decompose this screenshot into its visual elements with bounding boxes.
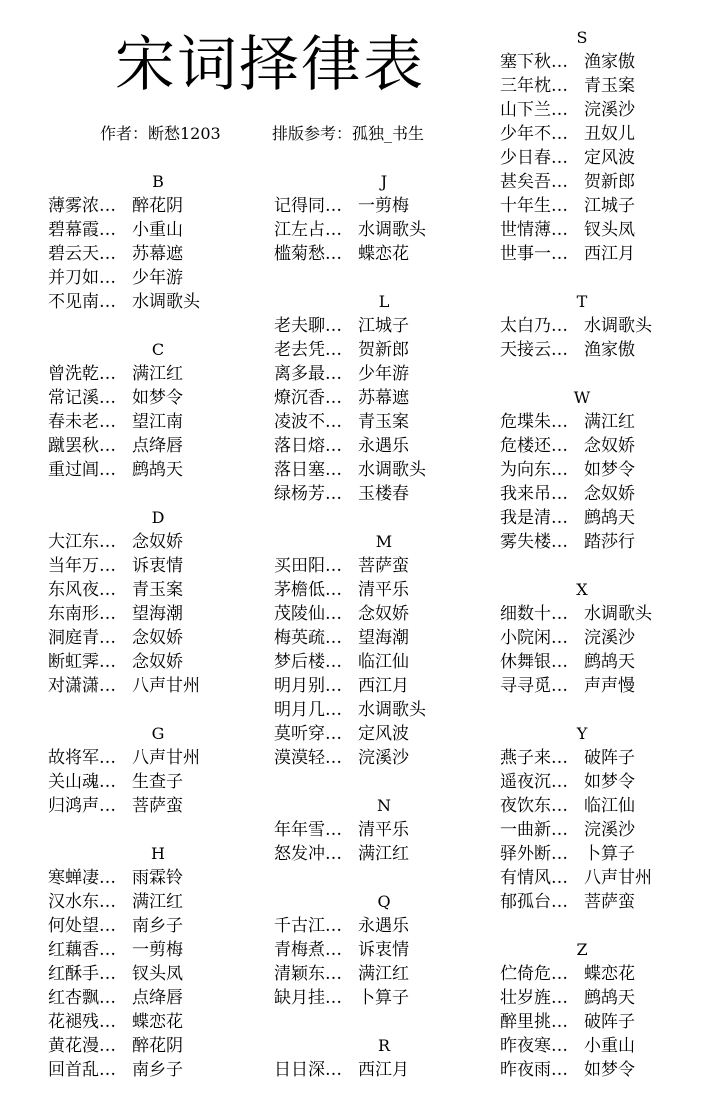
tune-name-text: 满江红 [132, 892, 183, 912]
tune-name-text: 望海潮 [132, 604, 183, 624]
tune-name-text: 水调歌头 [358, 460, 426, 480]
tune-name-text: 生查子 [132, 772, 183, 792]
tune-name-text: 卜算子 [584, 844, 635, 864]
tune-name-text: 水调歌头 [584, 316, 652, 336]
letter-header-w: W [573, 388, 591, 407]
letter-header-b: B [152, 172, 164, 191]
first-line-text: 茂陵仙… [274, 604, 342, 624]
first-line-text: 重过阊… [48, 460, 116, 480]
first-line-text: 一曲新… [500, 820, 568, 840]
tune-name-text: 满江红 [584, 412, 635, 432]
tune-name-text: 踏莎行 [584, 532, 635, 552]
tune-name-text: 菩萨蛮 [358, 556, 409, 576]
first-line-text: 有情风… [500, 868, 568, 888]
tune-name-text: 望海潮 [358, 628, 409, 648]
first-line-text: 十年生… [500, 196, 568, 216]
tune-name-text: 永遇乐 [358, 916, 409, 936]
first-line-text: 驿外断… [500, 844, 568, 864]
first-line-text: 年年雪… [274, 820, 342, 840]
tune-name-text: 少年游 [358, 364, 409, 384]
letter-header-c: C [151, 340, 165, 359]
first-line-text: 凌波不… [274, 412, 342, 432]
tune-name-text: 清平乐 [358, 820, 409, 840]
first-line-text: 缺月挂… [274, 988, 342, 1008]
tune-name-text: 小重山 [584, 1036, 635, 1056]
tune-name-text: 满江红 [132, 364, 183, 384]
first-line-text: 常记溪… [48, 388, 116, 408]
tune-name-text: 钗头凤 [132, 964, 183, 984]
tune-name-text: 一剪梅 [132, 940, 183, 960]
first-line-text: 日日深… [274, 1060, 342, 1080]
layout-reference-credit: 排版参考：孤独_书生 [272, 124, 425, 143]
first-line-text: 断虹霁… [48, 652, 116, 672]
first-line-text: 落日熔… [274, 436, 342, 456]
tune-name-text: 小重山 [132, 220, 183, 240]
first-line-text: 醉里挑… [500, 1012, 568, 1032]
tune-name-text: 念奴娇 [132, 628, 183, 648]
tune-name-text: 西江月 [358, 676, 409, 696]
first-line-text: 休舞银… [500, 652, 568, 672]
first-line-text: 塞下秋… [500, 52, 568, 72]
letter-header-n: N [377, 796, 391, 815]
first-line-text: 回首乱… [48, 1060, 116, 1080]
letter-header-q: Q [377, 892, 391, 911]
tune-name-text: 念奴娇 [358, 604, 409, 624]
first-line-text: 漠漠轻… [274, 748, 342, 768]
letter-header-h: H [151, 844, 165, 863]
first-line-text: 三年枕… [500, 76, 568, 96]
first-line-text: 为向东… [500, 460, 568, 480]
tune-name-text: 临江仙 [584, 796, 635, 816]
letter-header-g: G [151, 724, 165, 743]
first-line-text: 东南形… [48, 604, 116, 624]
first-line-text: 何处望… [48, 916, 116, 936]
tune-name-text: 苏幕遮 [358, 388, 409, 408]
first-line-text: 故将军… [48, 748, 116, 768]
first-line-text: 茅檐低… [274, 580, 342, 600]
first-line-text: 不见南… [48, 292, 116, 312]
first-line-text: 老去凭… [274, 340, 342, 360]
first-line-text: 千古江… [274, 916, 342, 936]
tune-name-text: 玉楼春 [358, 484, 409, 504]
first-line-text: 梦后楼… [274, 652, 342, 672]
tune-name-text: 蝶恋花 [584, 964, 635, 984]
tune-name-text: 南乡子 [132, 916, 183, 936]
letter-header-y: Y [576, 724, 588, 743]
tune-name-text: 鹧鸪天 [132, 460, 183, 480]
first-line-text: 山下兰… [500, 100, 568, 120]
tune-name-text: 诉衷情 [132, 556, 183, 576]
first-line-text: 买田阳… [274, 556, 342, 576]
first-line-text: 春未老… [48, 412, 116, 432]
tune-name-text: 青玉案 [584, 76, 635, 96]
tune-name-text: 破阵子 [584, 748, 635, 768]
first-line-text: 槛菊愁… [274, 244, 342, 264]
tune-name-text: 钗头凤 [584, 220, 635, 240]
tune-name-text: 江城子 [584, 196, 635, 216]
tune-name-text: 水调歌头 [132, 292, 200, 312]
tune-name-text: 清平乐 [358, 580, 409, 600]
first-line-text: 危堞朱… [500, 412, 568, 432]
tune-name-text: 蝶恋花 [132, 1012, 183, 1032]
tune-name-text: 菩萨蛮 [584, 892, 635, 912]
first-line-text: 甚矣吾… [500, 172, 568, 192]
first-line-text: 大江东… [48, 532, 116, 552]
first-line-text: 并刀如… [48, 268, 116, 288]
tune-name-text: 渔家傲 [584, 52, 635, 72]
tune-name-text: 念奴娇 [584, 436, 635, 456]
first-line-text: 天接云… [500, 340, 568, 360]
tune-name-text: 苏幕遮 [132, 244, 183, 264]
letter-header-x: X [576, 580, 588, 599]
letter-header-z: Z [576, 940, 588, 959]
tune-name-text: 贺新郎 [584, 172, 635, 192]
author-credit: 作者：断愁1203 [100, 124, 221, 143]
first-line-text: 寻寻觅… [500, 676, 568, 696]
tune-name-text: 定风波 [358, 724, 409, 744]
first-line-text: 壮岁旌… [500, 988, 568, 1008]
tune-name-text: 定风波 [584, 148, 635, 168]
first-line-text: 我是清… [500, 508, 568, 528]
tune-name-text: 浣溪沙 [584, 628, 635, 648]
first-line-text: 记得同… [274, 196, 342, 216]
tune-name-text: 南乡子 [132, 1060, 183, 1080]
first-line-text: 梅英疏… [274, 628, 342, 648]
first-line-text: 世情薄… [500, 220, 568, 240]
first-line-text: 燕子来… [500, 748, 568, 768]
first-line-text: 碧云天… [48, 244, 116, 264]
tune-name-text: 八声甘州 [584, 868, 652, 888]
tune-name-text: 醉花阴 [132, 1036, 183, 1056]
tune-name-text: 满江红 [358, 844, 409, 864]
first-line-text: 危楼还… [500, 436, 568, 456]
letter-header-r: R [377, 1036, 391, 1055]
first-line-text: 蹴罢秋… [48, 436, 116, 456]
tune-name-text: 念奴娇 [584, 484, 635, 504]
first-line-text: 夜饮东… [500, 796, 568, 816]
first-line-text: 燎沉香… [274, 388, 342, 408]
tune-name-text: 念奴娇 [132, 532, 183, 552]
tune-name-text: 如梦令 [584, 772, 635, 792]
first-line-text: 关山魂… [48, 772, 116, 792]
tune-name-text: 鹧鸪天 [584, 652, 635, 672]
first-line-text: 对潇潇… [48, 676, 116, 696]
first-line-text: 红杏飘… [48, 988, 116, 1008]
tune-name-text: 渔家傲 [584, 340, 635, 360]
tune-name-text: 满江红 [358, 964, 409, 984]
first-line-text: 江左占… [274, 220, 342, 240]
first-line-text: 离多最… [274, 364, 342, 384]
first-line-text: 清颖东… [274, 964, 342, 984]
tune-name-text: 菩萨蛮 [132, 796, 183, 816]
first-line-text: 遥夜沉… [500, 772, 568, 792]
first-line-text: 世事一… [500, 244, 568, 264]
tune-name-text: 临江仙 [358, 652, 409, 672]
first-line-text: 郁孤台… [500, 892, 568, 912]
first-line-text: 少年不… [500, 124, 568, 144]
first-line-text: 汉水东… [48, 892, 116, 912]
tune-name-text: 贺新郎 [358, 340, 409, 360]
tune-name-text: 点绛唇 [132, 436, 183, 456]
tune-name-text: 八声甘州 [132, 676, 200, 696]
first-line-text: 明月别… [274, 676, 342, 696]
first-line-text: 太白乃… [500, 316, 568, 336]
first-line-text: 绿杨芳… [274, 484, 342, 504]
tune-name-text: 蝶恋花 [358, 244, 409, 264]
first-line-text: 雾失楼… [500, 532, 568, 552]
letter-header-s: S [576, 28, 588, 47]
first-line-text: 昨夜雨… [500, 1060, 568, 1080]
letter-header-j: J [380, 172, 388, 191]
tune-name-text: 西江月 [584, 244, 635, 264]
tune-name-text: 浣溪沙 [358, 748, 409, 768]
tune-name-text: 青玉案 [358, 412, 409, 432]
first-line-text: 东风夜… [48, 580, 116, 600]
tune-name-text: 如梦令 [584, 1060, 635, 1080]
tune-name-text: 点绛唇 [132, 988, 183, 1008]
tune-name-text: 如梦令 [132, 388, 183, 408]
first-line-text: 寒蝉凄… [48, 868, 116, 888]
tune-name-text: 少年游 [132, 268, 183, 288]
first-line-text: 归鸿声… [48, 796, 116, 816]
first-line-text: 薄雾浓… [48, 196, 116, 216]
first-line-text: 洞庭青… [48, 628, 116, 648]
tune-name-text: 永遇乐 [358, 436, 409, 456]
letter-header-m: M [375, 532, 393, 551]
letter-header-l: L [378, 292, 390, 311]
tune-name-text: 鹧鸪天 [584, 988, 635, 1008]
page-title: 宋词择律表 [115, 30, 425, 100]
first-line-text: 昨夜寒… [500, 1036, 568, 1056]
tune-name-text: 卜算子 [358, 988, 409, 1008]
first-line-text: 我来吊… [500, 484, 568, 504]
first-line-text: 当年万… [48, 556, 116, 576]
first-line-text: 伫倚危… [500, 964, 568, 984]
first-line-text: 碧幕霞… [48, 220, 116, 240]
first-line-text: 曾洗乾… [48, 364, 116, 384]
tune-name-text: 一剪梅 [358, 196, 409, 216]
tune-name-text: 江城子 [358, 316, 409, 336]
tune-name-text: 水调歌头 [584, 604, 652, 624]
tune-name-text: 诉衷情 [358, 940, 409, 960]
tune-name-text: 青玉案 [132, 580, 183, 600]
tune-name-text: 雨霖铃 [132, 868, 183, 888]
tune-name-text: 醉花阴 [132, 196, 183, 216]
first-line-text: 莫听穿… [274, 724, 342, 744]
first-line-text: 明月几… [274, 700, 342, 720]
tune-name-text: 西江月 [358, 1060, 409, 1080]
letter-header-t: T [576, 292, 588, 311]
first-line-text: 少日春… [500, 148, 568, 168]
tune-name-text: 如梦令 [584, 460, 635, 480]
letter-header-d: D [151, 508, 165, 527]
tune-name-text: 水调歌头 [358, 220, 426, 240]
first-line-text: 红酥手… [48, 964, 116, 984]
tune-name-text: 望江南 [132, 412, 183, 432]
first-line-text: 红藕香… [48, 940, 116, 960]
tune-name-text: 水调歌头 [358, 700, 426, 720]
first-line-text: 落日塞… [274, 460, 342, 480]
tune-name-text: 八声甘州 [132, 748, 200, 768]
tune-name-text: 浣溪沙 [584, 820, 635, 840]
first-line-text: 花褪残… [48, 1012, 116, 1032]
first-line-text: 细数十… [500, 604, 568, 624]
tune-name-text: 浣溪沙 [584, 100, 635, 120]
tune-name-text: 念奴娇 [132, 652, 183, 672]
tune-name-text: 声声慢 [584, 676, 635, 696]
first-line-text: 青梅煮… [274, 940, 342, 960]
first-line-text: 怒发冲… [274, 844, 342, 864]
tune-name-text: 破阵子 [584, 1012, 635, 1032]
tune-name-text: 鹧鸪天 [584, 508, 635, 528]
first-line-text: 小院闲… [500, 628, 568, 648]
tune-name-text: 丑奴儿 [584, 124, 635, 144]
first-line-text: 老夫聊… [274, 316, 342, 336]
first-line-text: 黄花漫… [48, 1036, 116, 1056]
